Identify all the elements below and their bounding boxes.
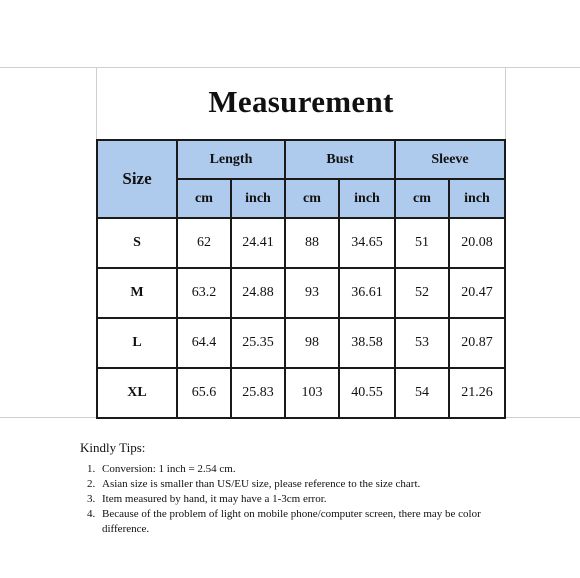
table-row xyxy=(97,368,505,418)
table-cell: 51 xyxy=(395,218,449,268)
table-row xyxy=(97,268,505,318)
table-cell: 24.88 xyxy=(231,268,285,318)
sleeve-group-header: Sleeve xyxy=(395,140,505,179)
list-item: 4. Because of the problem of light on mobile phone/computer screen, there may be color difference. xyxy=(98,507,510,537)
table-row xyxy=(97,318,505,368)
list-item: 3. Item measured by hand, it may have a 1-3cm error. xyxy=(98,492,510,507)
table-cell: 25.83 xyxy=(231,368,285,418)
size-cell: S xyxy=(97,218,177,268)
table-header-row xyxy=(97,140,505,179)
table-cell: 20.08 xyxy=(449,218,505,268)
unit-header: inch xyxy=(449,179,505,218)
size-column-header: Size xyxy=(97,140,177,218)
length-group-header: Length xyxy=(177,140,285,179)
table-cell: 38.58 xyxy=(339,318,395,368)
unit-header: inch xyxy=(231,179,285,218)
table-cell: 64.4 xyxy=(177,318,231,368)
size-cell: XL xyxy=(97,368,177,418)
table-cell: 62 xyxy=(177,218,231,268)
unit-header: cm xyxy=(395,179,449,218)
unit-header: inch xyxy=(339,179,395,218)
tips-list xyxy=(80,462,510,537)
table-cell: 88 xyxy=(285,218,339,268)
tips-title: Kindly Tips: xyxy=(80,440,146,455)
table-cell: 54 xyxy=(395,368,449,418)
size-cell: L xyxy=(97,318,177,368)
bust-group-header: Bust xyxy=(285,140,395,179)
table-cell: 25.35 xyxy=(231,318,285,368)
table-cell: 21.26 xyxy=(449,368,505,418)
kindly-tips xyxy=(80,440,510,537)
page-title: Measurement xyxy=(208,84,394,119)
table-cell: 103 xyxy=(285,368,339,418)
table-cell: 24.41 xyxy=(231,218,285,268)
table-cell: 36.61 xyxy=(339,268,395,318)
table-cell: 52 xyxy=(395,268,449,318)
table-cell: 40.55 xyxy=(339,368,395,418)
table-cell: 53 xyxy=(395,318,449,368)
table-cell: 65.6 xyxy=(177,368,231,418)
table-cell: 63.2 xyxy=(177,268,231,318)
table-cell: 34.65 xyxy=(339,218,395,268)
unit-header: cm xyxy=(177,179,231,218)
table-cell: 20.47 xyxy=(449,268,505,318)
list-item: 1. Conversion: 1 inch = 2.54 cm. xyxy=(98,462,510,477)
list-item: 2. Asian size is smaller than US/EU size, please reference to the size chart. xyxy=(98,477,510,492)
table-cell: 93 xyxy=(285,268,339,318)
size-cell: M xyxy=(97,268,177,318)
table-row xyxy=(97,218,505,268)
table-cell: 20.87 xyxy=(449,318,505,368)
table-cell: 98 xyxy=(285,318,339,368)
size-chart-table xyxy=(96,139,506,419)
unit-header: cm xyxy=(285,179,339,218)
